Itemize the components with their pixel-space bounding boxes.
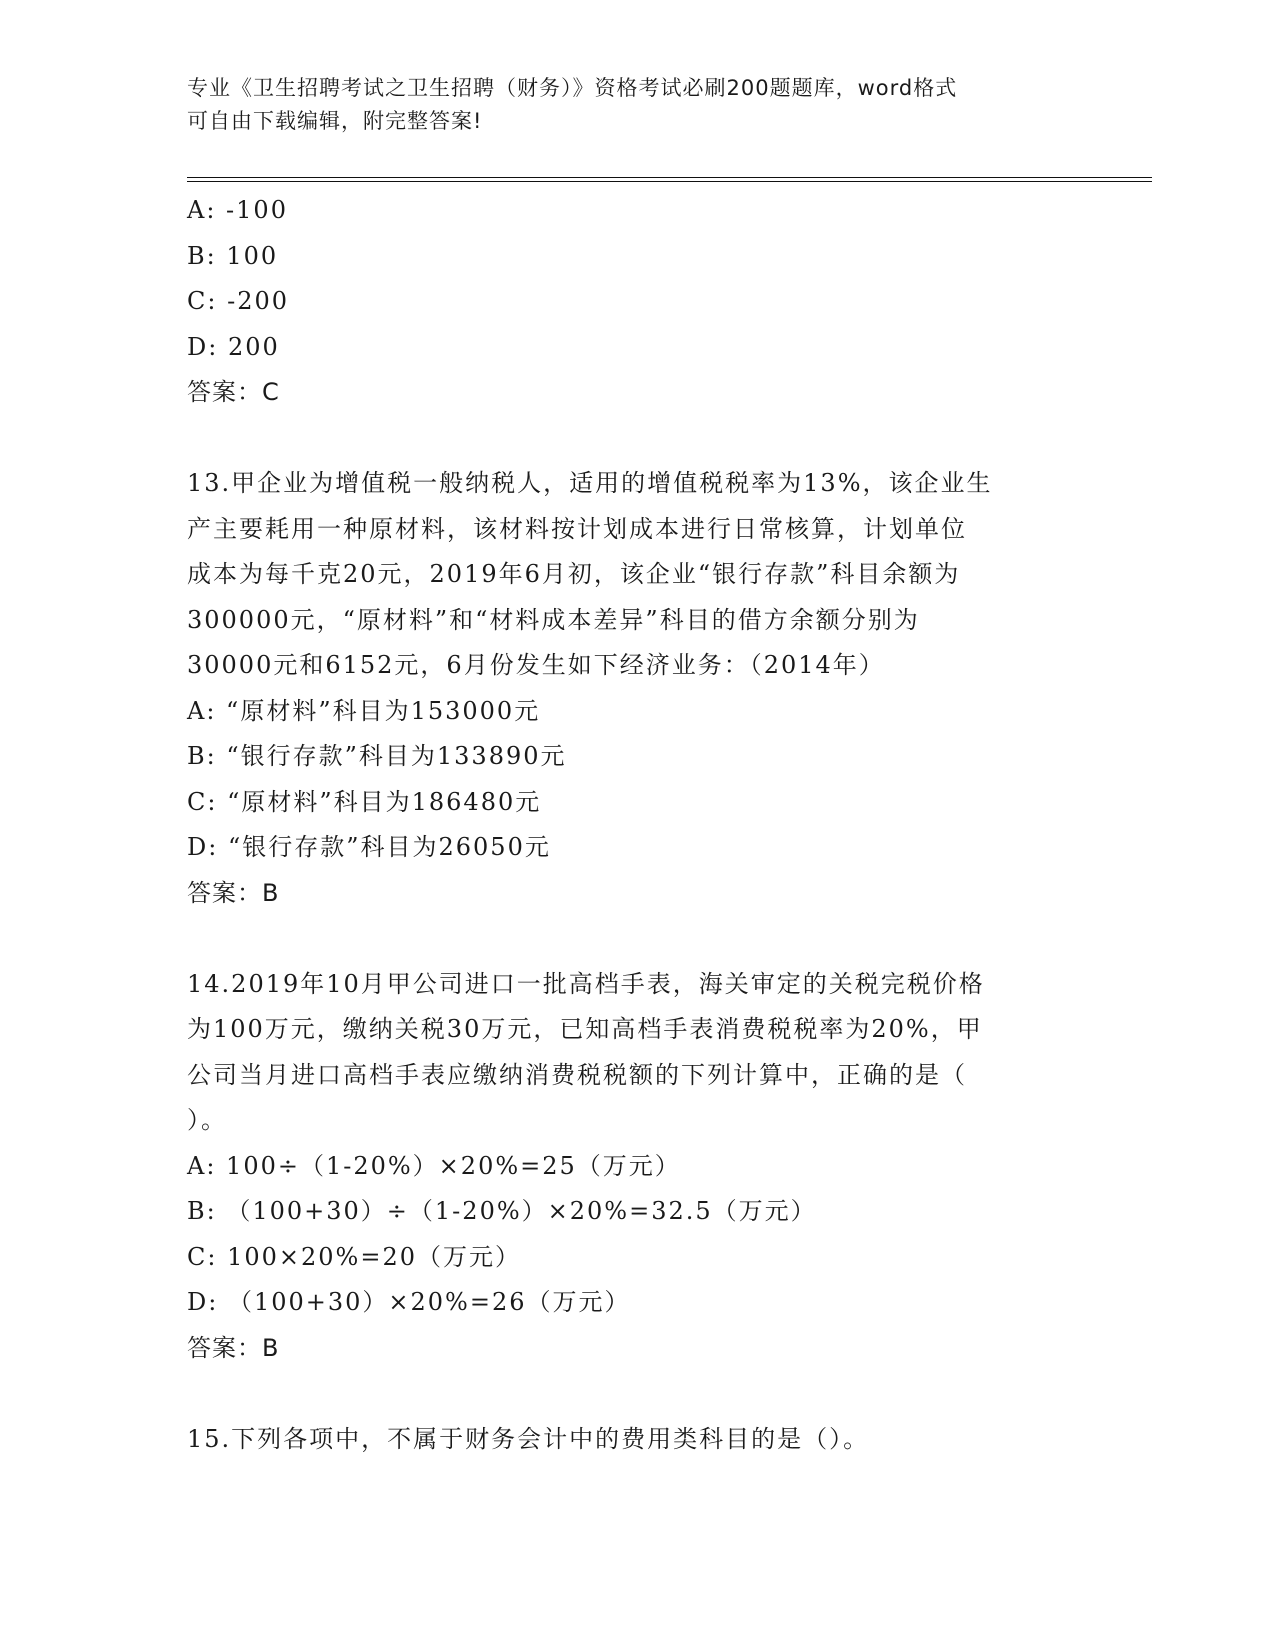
spacer [187,416,1087,462]
question-14 [187,962,1087,1372]
answer: 答案：C [187,378,280,406]
question-text-line: 13.甲企业为增值税一般纳税人，适用的增值税税率为13%，该企业生 [187,469,993,497]
header-line-2: 可自由下载编辑，附完整答案! [187,109,483,133]
question-13 [187,461,1087,916]
question-text-line: 30000元和6152元，6月份发生如下经济业务：（2014年） [187,651,885,679]
option-b: B: （100+30）÷（1-20%）×20%=32.5（万元） [187,1197,817,1225]
option-c: C: 100×20%=20（万元） [187,1242,521,1271]
spacer [187,1371,1087,1417]
question-15 [187,1417,1087,1463]
question-text-line: 300000元，“原材料”和“材料成本差异”科目的借方余额分别为 [187,605,920,634]
question-text-line: 为100万元，缴纳关税30万元，已知高档手表消费税税率为20%，甲 [187,1015,983,1043]
header-line-1: 专业《卫生招聘考试之卫生招聘（财务）》资格考试必刷200题题库，word格式 [187,76,958,100]
option-b: B: “银行存款”科目为133890元 [187,742,567,770]
question-content [187,188,1087,1462]
document-header [187,72,1067,138]
option-b: B: 100 [187,241,279,270]
question-text-line: 公司当月进口高档手表应缴纳消费税税额的下列计算中，正确的是（ [187,1060,967,1089]
header-divider [187,177,1152,182]
option-d: D: “银行存款”科目为26050元 [187,833,551,861]
question-text-line: ）。 [187,1106,227,1134]
question-text-line: 产主要耗用一种原材料，该材料按计划成本进行日常核算，计划单位 [187,514,967,543]
option-c: C: “原材料”科目为186480元 [187,787,542,816]
option-c: C: -200 [187,287,289,315]
spacer [187,916,1087,962]
answer: 答案：B [187,878,280,907]
question-text-line: 15.下列各项中，不属于财务会计中的费用类科目的是（）。 [187,1424,870,1453]
question-text-line: 成本为每千克20元，2019年6月初，该企业“银行存款”科目余额为 [187,560,961,588]
option-d: D: 200 [187,332,280,361]
question-text-line: 14.2019年10月甲公司进口一批高档手表，海关审定的关税完税价格 [187,969,985,998]
option-a: A: -100 [187,196,288,224]
answer: 答案：B [187,1333,280,1362]
question-12 [187,188,1087,416]
option-a: A: “原材料”科目为153000元 [187,696,541,725]
option-d: D: （100+30）×20%=26（万元） [187,1288,631,1316]
option-a: A: 100÷（1-20%）×20%=25（万元） [187,1151,681,1180]
